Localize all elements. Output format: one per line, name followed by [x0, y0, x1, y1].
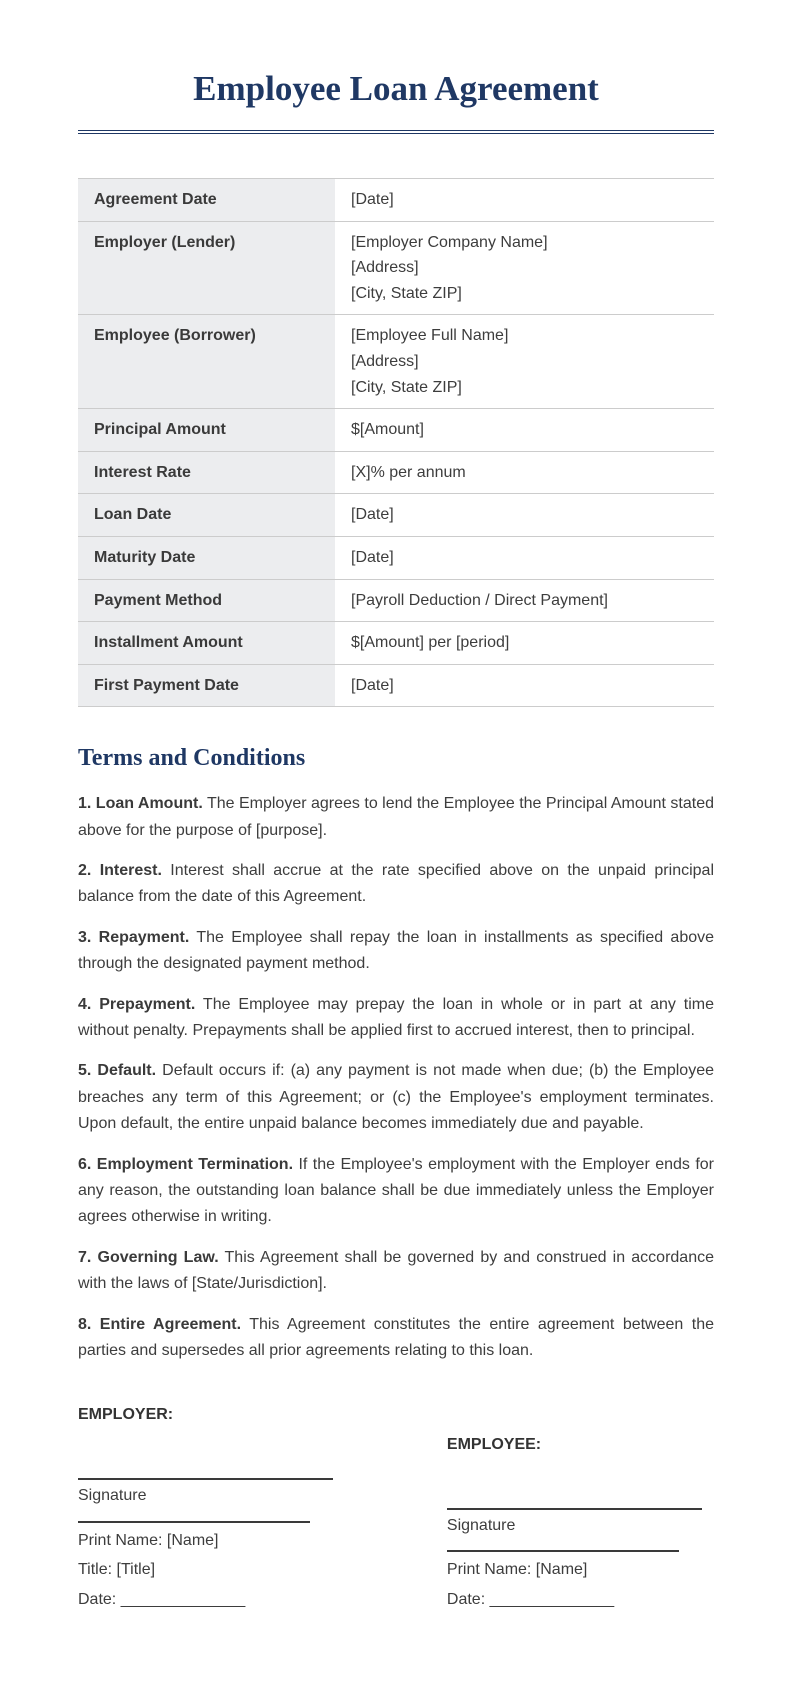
- clause-text: This Agreement shall be governed by and construed in accordance with the laws of [State/Jurisdiction].: [78, 1248, 714, 1293]
- clause-lead: 6. Employment Termination.: [78, 1155, 294, 1173]
- row-label: First Payment Date: [78, 665, 335, 707]
- clause-lead: 2. Interest.: [78, 862, 162, 880]
- clause: [78, 992, 714, 1045]
- clause-text: If the Employee's employment with the Employer ends for any reason, the outstanding loan balance shall be due immediately unless the Employer agrees otherwise in writing.: [78, 1155, 714, 1226]
- employee-party-label: EMPLOYEE:: [446, 1435, 542, 1453]
- clause-lead: 7. Governing Law.: [78, 1248, 219, 1266]
- clause-text: This Agreement constitutes the entire agreement between the parties and supersedes all prior agreements relating to this loan.: [78, 1315, 715, 1359]
- value-line: [City, State ZIP]: [351, 378, 462, 396]
- clause: [78, 1152, 714, 1231]
- row-label: Interest Rate: [78, 452, 335, 494]
- value-line: [Date]: [351, 676, 394, 694]
- employer-title: Title: [Title]: [78, 1561, 156, 1579]
- employer-print-name: Print Name: [Name]: [78, 1531, 219, 1549]
- employer-signature-caption: Signature: [78, 1486, 147, 1504]
- value-line: [City, State ZIP]: [351, 284, 462, 302]
- row-label: Payment Method: [78, 580, 335, 622]
- clause: [78, 925, 714, 978]
- signature-section: [78, 1402, 714, 1614]
- row-value: [335, 622, 714, 664]
- table-row: [78, 622, 714, 665]
- row-value: [335, 179, 714, 221]
- table-row: [78, 409, 714, 452]
- row-label: Agreement Date: [78, 179, 335, 221]
- row-value: [335, 580, 714, 622]
- clause-lead: 1. Loan Amount.: [78, 795, 203, 813]
- row-label: Installment Amount: [78, 622, 335, 664]
- row-label: Loan Date: [78, 494, 335, 536]
- employer-signature-block: [78, 1402, 345, 1614]
- employee-signature-caption: Signature: [446, 1516, 516, 1534]
- value-line: [Date]: [351, 191, 394, 208]
- clause: [78, 858, 714, 911]
- table-row: [78, 222, 714, 316]
- clause-text: The Employee shall repay the loan in installments as specified above through the designated payment method.: [78, 928, 715, 973]
- loan-details-table: [78, 178, 714, 707]
- value-line: [Date]: [351, 548, 394, 566]
- table-row: [78, 179, 714, 222]
- value-line: [X]% per annum: [351, 463, 466, 481]
- clause-text: Interest shall accrue at the rate specified above on the unpaid principal balance from the date of this Agreement.: [78, 862, 714, 906]
- value-line: $[Amount]: [351, 421, 424, 439]
- clause-text: Default occurs if: (a) any payment is not made when due; (b) the Employee breaches any term of this Agreement; or (c) the Employee's employment terminates. Upon default, the entire unpaid balance becomes immediately due and payable.: [78, 1062, 714, 1133]
- row-value: [335, 665, 714, 707]
- table-row: [78, 537, 714, 580]
- document-title: Employee Loan Agreement: [193, 69, 599, 108]
- clause-lead: 8. Entire Agreement.: [78, 1315, 242, 1333]
- row-value: [335, 222, 714, 315]
- row-value: [335, 494, 714, 536]
- clause-text: The Employee may prepay the loan in whole or in part at any time without penalty. Prepayments shall be applied first to accrued interest, then to principal.: [78, 995, 714, 1040]
- clause: [78, 1058, 714, 1137]
- table-row: [78, 580, 714, 623]
- employer-party-label: EMPLOYER:: [78, 1406, 174, 1424]
- employee-print-name: Print Name: [Name]: [446, 1561, 588, 1579]
- value-line: [Address]: [351, 352, 419, 370]
- clause-lead: 3. Repayment.: [78, 928, 190, 946]
- row-label: Maturity Date: [78, 537, 335, 579]
- terms-heading: Terms and Conditions: [78, 745, 306, 772]
- row-label: Principal Amount: [78, 409, 335, 451]
- table-row: [78, 452, 714, 495]
- clause-text: The Employer agrees to lend the Employee the Principal Amount stated above for the purpose of [purpose].: [78, 795, 715, 839]
- value-line: [Address]: [351, 259, 419, 277]
- row-label: Employee (Borrower): [78, 315, 335, 408]
- value-line: [Employee Full Name]: [351, 327, 509, 345]
- employee-signature-details: [447, 1552, 714, 1614]
- value-line: [Payroll Deduction / Direct Payment]: [351, 591, 608, 609]
- title-divider: [78, 130, 714, 134]
- value-line: [Date]: [351, 506, 394, 524]
- clause: [78, 1312, 714, 1365]
- table-row: [78, 494, 714, 537]
- row-value: [335, 537, 714, 579]
- value-line: [Employer Company Name]: [351, 233, 548, 251]
- table-row: [78, 665, 714, 708]
- clause-lead: 5. Default.: [78, 1062, 157, 1080]
- employer-signature-details: [78, 1523, 345, 1615]
- row-value: [335, 409, 714, 451]
- clause: [78, 791, 714, 844]
- employee-date: Date: ______________: [446, 1590, 615, 1608]
- employer-date: Date: ______________: [78, 1590, 246, 1608]
- clause: [78, 1245, 714, 1298]
- value-line: $[Amount] per [period]: [351, 634, 510, 652]
- clause-lead: 4. Prepayment.: [78, 995, 196, 1013]
- employee-signature-block: [447, 1432, 714, 1614]
- row-value: [335, 452, 714, 494]
- row-value: [335, 315, 714, 408]
- table-row: [78, 315, 714, 409]
- row-label: Employer (Lender): [78, 222, 335, 315]
